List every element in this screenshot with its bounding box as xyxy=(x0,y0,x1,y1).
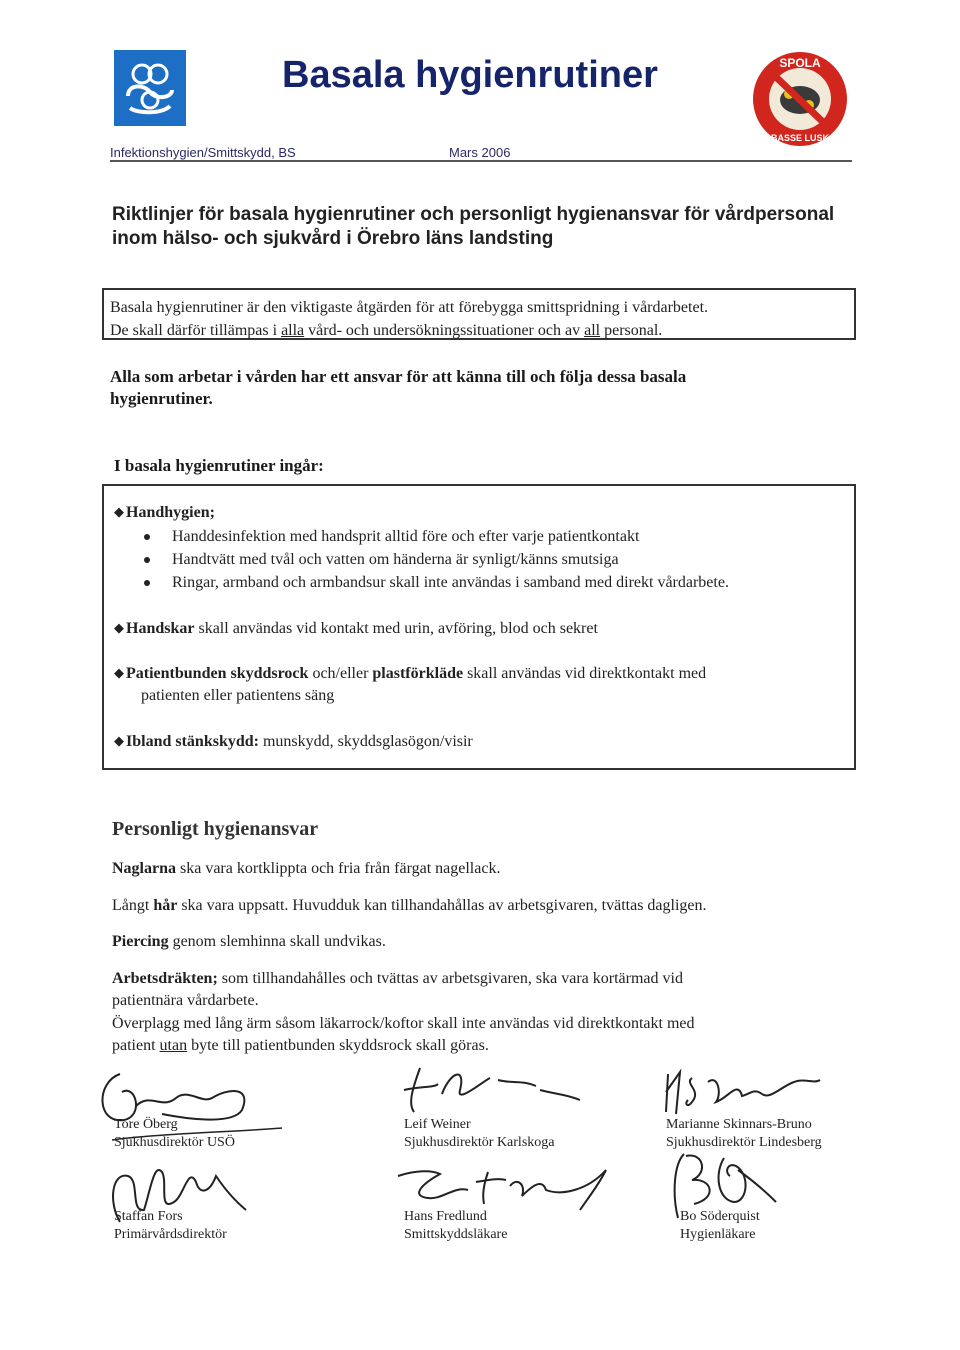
splash-label: Ibland stänkskydd: xyxy=(126,733,259,750)
intro-emphasis-alla: alla xyxy=(281,322,305,339)
overcoat-line-2 xyxy=(112,1035,489,1057)
badge-text-bottom: BASSE LUSK xyxy=(770,133,830,143)
splash-rule xyxy=(114,731,473,752)
signature-hans-fredlund xyxy=(392,1156,622,1212)
gown-label: Patientbunden skyddsrock xyxy=(126,665,309,682)
overcoat-emphasis: utan xyxy=(159,1037,188,1054)
gown-text: skall användas vid direktkontakt med xyxy=(463,665,707,682)
diamond-bullet-icon: ◆ xyxy=(114,504,124,519)
list-item-text: Handdesinfektion med handsprit alltid före och efter varje patientkontakt xyxy=(172,528,640,545)
list-item xyxy=(172,572,729,593)
signatory-role: Sjukhusdirektör USÖ xyxy=(114,1135,235,1150)
bullet-dot-icon xyxy=(144,580,150,586)
intro-text: personal. xyxy=(600,322,663,339)
intro-text: vård- och undersökningssituationer och av xyxy=(304,322,585,339)
signatory-role: Hygienläkare xyxy=(680,1227,756,1242)
overcoat-text: patient xyxy=(112,1037,160,1054)
signatory-name: Bo Söderquist xyxy=(680,1209,760,1224)
organization-logo xyxy=(114,50,186,126)
signatory-name: Staffan Fors xyxy=(114,1209,183,1224)
gown-rule xyxy=(114,663,706,684)
nails-text: ska vara kortklippta och fria från färgat nagellack. xyxy=(176,860,501,877)
list-item-text: Ringar, armband och armbandsur skall inte användas i samband med direkt vårdarbete. xyxy=(172,574,729,591)
apron-label: plastförkläde xyxy=(372,665,464,682)
responsibility-statement xyxy=(110,366,830,410)
diamond-bullet-icon: ◆ xyxy=(114,620,124,635)
date-label: Mars 2006 xyxy=(449,145,511,160)
header-divider xyxy=(110,160,852,162)
nails-paragraph xyxy=(112,858,500,880)
no-lice-badge-icon xyxy=(751,50,849,148)
gloves-text: skall användas vid kontakt med urin, avföring, blod och sekret xyxy=(194,620,598,637)
signature-leif-weiner xyxy=(390,1060,590,1120)
gloves-rule xyxy=(114,618,598,639)
signatory-name: Leif Weiner xyxy=(404,1117,471,1132)
intro-text: De skall därför tillämpas i xyxy=(110,322,282,339)
hair-text: ska vara uppsatt. Huvudduk kan tillhandahållas av arbetsgivaren, tvättas dagligen. xyxy=(177,897,707,914)
document-heading xyxy=(112,203,872,251)
signatory-role: Primärvårdsdirektör xyxy=(114,1227,227,1242)
list-item-text: Handtvätt med tvål och vatten om händerna är synligt/känns smutsiga xyxy=(172,551,619,568)
personal-hygiene-heading: Personligt hygienansvar xyxy=(112,818,319,840)
diamond-bullet-icon: ◆ xyxy=(114,665,124,680)
intro-line-1: Basala hygienrutiner är den viktigaste åtgärden för att förebygga smittspridning i vårdarbetet. xyxy=(110,299,709,316)
signatory-name: Tore Öberg xyxy=(114,1117,178,1132)
piercing-paragraph xyxy=(112,931,386,953)
piercing-text: genom slemhinna skall undvikas. xyxy=(168,933,386,950)
heading-line-2: inom hälso- och sjukvård i Örebro läns landsting xyxy=(112,228,554,249)
document-title: Basala hygienrutiner xyxy=(282,54,658,96)
heading-line-1: Riktlinjer för basala hygienrutiner och personligt hygienansvar för vårdpersonal xyxy=(112,204,835,225)
department-label: Infektionshygien/Smittskydd, BS xyxy=(110,145,296,160)
hand-hygiene-label: Handhygien; xyxy=(126,504,215,521)
intro-line-2 xyxy=(110,319,854,342)
hair-paragraph xyxy=(112,895,707,917)
badge-text-top: SPOLA xyxy=(779,56,821,70)
bullet-dot-icon xyxy=(144,534,150,540)
signatory-name: Marianne Skinnars-Bruno xyxy=(666,1117,812,1132)
piercing-label: Piercing xyxy=(112,933,169,950)
hair-text: Långt xyxy=(112,897,154,914)
responsibility-line-1: Alla som arbetar i vården har ett ansvar för att känna till och följa dessa basala xyxy=(110,367,687,386)
list-item xyxy=(172,526,639,547)
hair-label: hår xyxy=(153,897,178,914)
rules-box xyxy=(102,484,856,770)
gloves-label: Handskar xyxy=(126,620,195,637)
diamond-bullet-icon: ◆ xyxy=(114,733,124,748)
splash-text: munskydd, skyddsglasögon/visir xyxy=(258,733,473,750)
includes-label: I basala hygienrutiner ingår: xyxy=(114,456,324,475)
workwear-line-2: patientnära vårdarbete. xyxy=(112,992,259,1009)
workwear-text: som tillhandahålles och tvättas av arbetsgivaren, ska vara kortärmad vid xyxy=(217,970,683,987)
gown-rule-line-2: patienten eller patientens säng xyxy=(141,687,335,704)
workwear-label: Arbetsdräkten; xyxy=(112,970,218,987)
campaign-badge xyxy=(751,50,849,148)
gown-text: och/eller xyxy=(308,665,373,682)
workwear-paragraph xyxy=(112,968,683,990)
hand-hygiene-title xyxy=(114,502,215,523)
signatory-role: Sjukhusdirektör Lindesberg xyxy=(666,1135,822,1150)
intro-box xyxy=(102,288,856,340)
logo-icon xyxy=(114,50,186,126)
signature-marianne-skinnars-bruno xyxy=(658,1064,828,1120)
signatory-name: Hans Fredlund xyxy=(404,1209,487,1224)
overcoat-text: byte till patientbunden skyddsrock skall göras. xyxy=(187,1037,489,1054)
list-item xyxy=(172,549,619,570)
overcoat-line-1: Överplagg med lång ärm såsom läkarrock/koftor skall inte användas vid direktkontakt med xyxy=(112,1015,695,1032)
signatory-role: Smittskyddsläkare xyxy=(404,1227,508,1242)
responsibility-line-2: hygienrutiner. xyxy=(110,389,213,408)
nails-label: Naglarna xyxy=(112,860,176,877)
bullet-dot-icon xyxy=(144,557,150,563)
intro-emphasis-all: all xyxy=(584,322,601,339)
signatory-role: Sjukhusdirektör Karlskoga xyxy=(404,1135,555,1150)
